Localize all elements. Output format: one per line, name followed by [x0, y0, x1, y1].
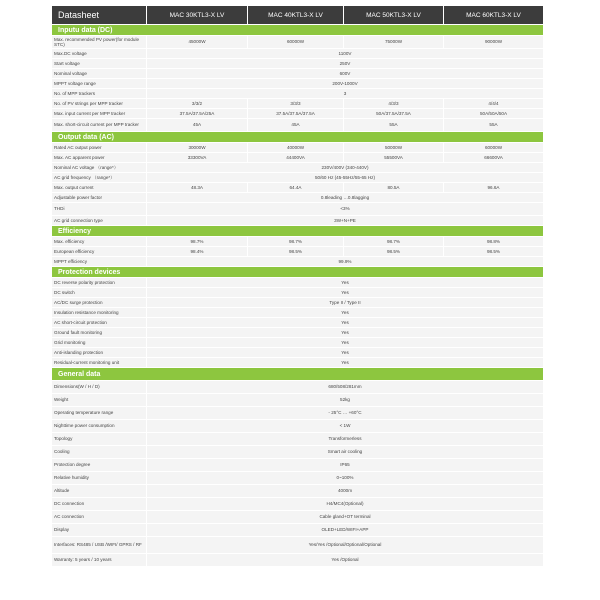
- table-row: [52, 357, 543, 367]
- row-label: AC short-circuit protection: [52, 318, 147, 327]
- row-label: Residual-current monitoring unit: [52, 358, 147, 367]
- row-label: Rated AC output power: [52, 143, 147, 152]
- row-label: Max.DC voltage: [52, 49, 147, 58]
- row-label: Start voltage: [52, 59, 147, 68]
- row-label: MPPT efficiency: [52, 257, 147, 266]
- value-cell: 98.7%: [147, 237, 248, 246]
- table-row: [52, 78, 543, 88]
- value-cell: 64.4A: [248, 183, 344, 192]
- value-cell: 98.5%: [248, 247, 344, 256]
- row-label: AC grid frequency （range*）: [52, 173, 147, 182]
- shared-value-cell: - 25°C … +60°C: [328, 410, 362, 416]
- shared-value-cell: 4000m: [337, 488, 353, 494]
- row-label: Nominal voltage: [52, 69, 147, 78]
- section-header: Protection devices: [52, 266, 543, 277]
- row-label: No. of MPP trackers: [52, 89, 147, 98]
- value-cell: 60000W: [248, 36, 344, 48]
- row-label: Relative humidity: [52, 472, 147, 484]
- shared-value-cell: 1100V: [338, 50, 352, 56]
- table-body: [52, 24, 543, 566]
- value-cell: 75000W: [344, 36, 444, 48]
- table-row: [52, 523, 543, 536]
- row-label: DC switch: [52, 288, 147, 297]
- row-label: Max. recommended PV power(for module STC): [52, 36, 147, 48]
- row-label: AC/DC surge protection: [52, 298, 147, 307]
- value-cell: 37.5A/37.5A/25A: [147, 109, 248, 118]
- table-row: [52, 68, 543, 78]
- row-label: MPPT voltage range: [52, 79, 147, 88]
- value-cell: 98.4%: [147, 247, 248, 256]
- table-row: [52, 48, 543, 58]
- table-row: [52, 484, 543, 497]
- table-row: [52, 152, 543, 162]
- row-label: European efficiency: [52, 247, 147, 256]
- table-row: [52, 307, 543, 317]
- value-cell: 45A: [147, 119, 248, 131]
- row-label: Altitude: [52, 485, 147, 497]
- shared-value-cell: Transformerless: [328, 436, 362, 442]
- row-label: Anti-islanding protection: [52, 348, 147, 357]
- shared-value-cell: Yes: [341, 329, 349, 335]
- shared-value-cell: < 1W: [339, 423, 351, 429]
- table-row: [52, 317, 543, 327]
- row-label: No. of PV strings per MPP tracker: [52, 99, 147, 108]
- table-row: [52, 277, 543, 287]
- row-label: THDi: [52, 203, 147, 215]
- shared-value-cell: 99.9%: [338, 258, 352, 264]
- section-header: Efficiency: [52, 225, 543, 236]
- value-cell: 80.5A: [344, 183, 444, 192]
- shared-value-cell: Type II / Type II: [329, 299, 361, 305]
- shared-value-cell: Yes /Optional: [331, 557, 359, 563]
- row-label: Topology: [52, 433, 147, 445]
- row-label: Weight: [52, 394, 147, 406]
- shared-value-cell: 3: [343, 90, 347, 96]
- value-cell: 4/4/4: [488, 100, 499, 106]
- table-row: [52, 337, 543, 347]
- table-row: [52, 162, 543, 172]
- shared-value-cell: 250V: [339, 60, 351, 66]
- row-label: AC connection: [52, 511, 147, 523]
- shared-value-cell: Yes: [341, 349, 349, 355]
- value-cell: 98.5%: [344, 247, 444, 256]
- table-row: [52, 536, 543, 553]
- section-header: Inputu data (DC): [52, 24, 543, 35]
- shared-value-cell: Yes: [341, 359, 349, 365]
- shared-value-cell: 600V: [339, 70, 351, 76]
- model-column-header: MAC 30KTL3-X LV: [147, 6, 248, 24]
- row-label: DC reverse polarity protection: [52, 278, 147, 287]
- value-cell: 55A: [344, 119, 444, 131]
- row-label: Display: [52, 524, 147, 536]
- shared-value-cell: 0.8leading …0.8lagging: [320, 194, 370, 200]
- value-cell: 4/3/3: [344, 99, 444, 108]
- section-header: General data: [52, 367, 543, 380]
- table-row: [52, 297, 543, 307]
- shared-value-cell: Yes: [341, 309, 349, 315]
- row-label: Max. output current: [52, 183, 147, 192]
- row-label: Adjustable power factor: [52, 193, 147, 202]
- table-row: [52, 142, 543, 152]
- table-row: [52, 98, 543, 108]
- value-cell: 55A: [489, 122, 498, 128]
- table-row: [52, 35, 543, 48]
- value-cell: 66600VA: [484, 154, 503, 160]
- shared-value-cell: Yes/Yes /Optional/Optional/Optional: [308, 542, 382, 548]
- table-row: [52, 236, 543, 246]
- row-label: Ground fault monitoring: [52, 328, 147, 337]
- shared-value-cell: 680/508/281mm: [328, 384, 362, 390]
- value-cell: 50A/37.5A/37.5A: [344, 109, 444, 118]
- row-label: Max. efficiency: [52, 237, 147, 246]
- value-cell: 98.5%: [486, 248, 501, 254]
- row-label: Protection degree: [52, 459, 147, 471]
- table-row: [52, 393, 543, 406]
- table-row: [52, 419, 543, 432]
- table-row: [52, 327, 543, 337]
- shared-value-cell: Yes: [341, 339, 349, 345]
- value-cell: 55500VA: [344, 153, 444, 162]
- shared-value-cell: Yes: [341, 289, 349, 295]
- value-cell: 3/3/3: [248, 99, 344, 108]
- value-cell: 3/3/2: [147, 99, 248, 108]
- table-row: [52, 445, 543, 458]
- table-row: [52, 172, 543, 182]
- row-label: Dimensions(W / H / D): [52, 381, 147, 393]
- datasheet-title: Datasheet: [52, 6, 147, 24]
- value-cell: 98.7%: [344, 237, 444, 246]
- row-label: AC grid connection type: [52, 216, 147, 225]
- datasheet-table: [52, 6, 543, 566]
- value-cell: 98.8%: [486, 238, 501, 244]
- row-label: Operating temperature range: [52, 407, 147, 419]
- value-cell: 96.6A: [487, 184, 500, 190]
- table-row: [52, 458, 543, 471]
- table-row: [52, 88, 543, 98]
- row-label: DC connection: [52, 498, 147, 510]
- shared-value-cell: Smart air cooling: [327, 449, 363, 455]
- row-label: Grid monitoring: [52, 338, 147, 347]
- model-column-header: MAC 50KTL3-X LV: [344, 6, 444, 24]
- table-row: [52, 553, 543, 566]
- table-row: [52, 471, 543, 484]
- shared-value-cell: 0~100%: [336, 475, 354, 481]
- value-cell: 45000W: [147, 36, 248, 48]
- table-row: [52, 510, 543, 523]
- shared-value-cell: H4/MC4(Optional): [326, 501, 364, 507]
- value-cell: 48.3A: [147, 183, 248, 192]
- value-cell: 45A: [248, 119, 344, 131]
- value-cell: 30000W: [147, 143, 248, 152]
- table-row: [52, 108, 543, 118]
- value-cell: 98.7%: [248, 237, 344, 246]
- model-column-header: MAC 40KTL3-X LV: [248, 6, 344, 24]
- table-row: [52, 202, 543, 215]
- value-cell: 37.5A/37.5A/37.5A: [248, 109, 344, 118]
- shared-value-cell: 52kg: [340, 397, 350, 403]
- table-row: [52, 118, 543, 131]
- value-cell: 50000W: [344, 143, 444, 152]
- table-row: [52, 287, 543, 297]
- shared-value-cell: 3W+N+PE: [334, 217, 356, 223]
- value-cell: 50A/50A/50A: [479, 110, 508, 116]
- shared-value-cell: 200V-1000V: [332, 80, 358, 86]
- row-label: Max. input current per MPP tracker: [52, 109, 147, 118]
- row-label: Max. short-circuit current per MPP tracker: [52, 119, 147, 131]
- row-label: Warranty: 5 years / 10 years: [52, 554, 147, 566]
- model-column-header: MAC 60KTL3-X LV: [466, 11, 521, 19]
- table-row: [52, 432, 543, 445]
- section-header: Output data (AC): [52, 131, 543, 142]
- row-label: Max. AC apparent power: [52, 153, 147, 162]
- value-cell: 90000W: [484, 39, 503, 45]
- value-cell: 44400VA: [248, 153, 344, 162]
- row-label: Insulation resistance monitoring: [52, 308, 147, 317]
- row-label: Nominal AC voltage （range*）: [52, 163, 147, 172]
- row-label: Cooling: [52, 446, 147, 458]
- table-row: [52, 192, 543, 202]
- value-cell: 60000W: [484, 144, 503, 150]
- table-row: [52, 182, 543, 192]
- shared-value-cell: 50/60 Hz (45-55Hz/55-65 Hz): [314, 174, 375, 180]
- table-row: [52, 246, 543, 256]
- table-row: [52, 347, 543, 357]
- shared-value-cell: IP65: [340, 462, 350, 468]
- table-row: [52, 497, 543, 510]
- shared-value-cell: <3%: [340, 206, 350, 212]
- shared-value-cell: Yes: [341, 319, 349, 325]
- row-label: Interfaces: RS485 / USB /WIFI/ GPRS / RF: [52, 537, 147, 553]
- table-row: [52, 256, 543, 266]
- shared-value-cell: OLED+LED/WIFI+APP: [321, 527, 369, 533]
- table-row: [52, 58, 543, 68]
- table-row: [52, 406, 543, 419]
- table-row: [52, 215, 543, 225]
- value-cell: 40000W: [248, 143, 344, 152]
- table-header: [52, 6, 543, 24]
- shared-value-cell: 230V/400V (340-440V): [321, 164, 369, 170]
- table-row: [52, 380, 543, 393]
- row-label: Nighttime power consumption: [52, 420, 147, 432]
- value-cell: 33300VA: [147, 153, 248, 162]
- shared-value-cell: Yes: [341, 279, 349, 285]
- shared-value-cell: Cable gland+OT terminal: [319, 514, 371, 520]
